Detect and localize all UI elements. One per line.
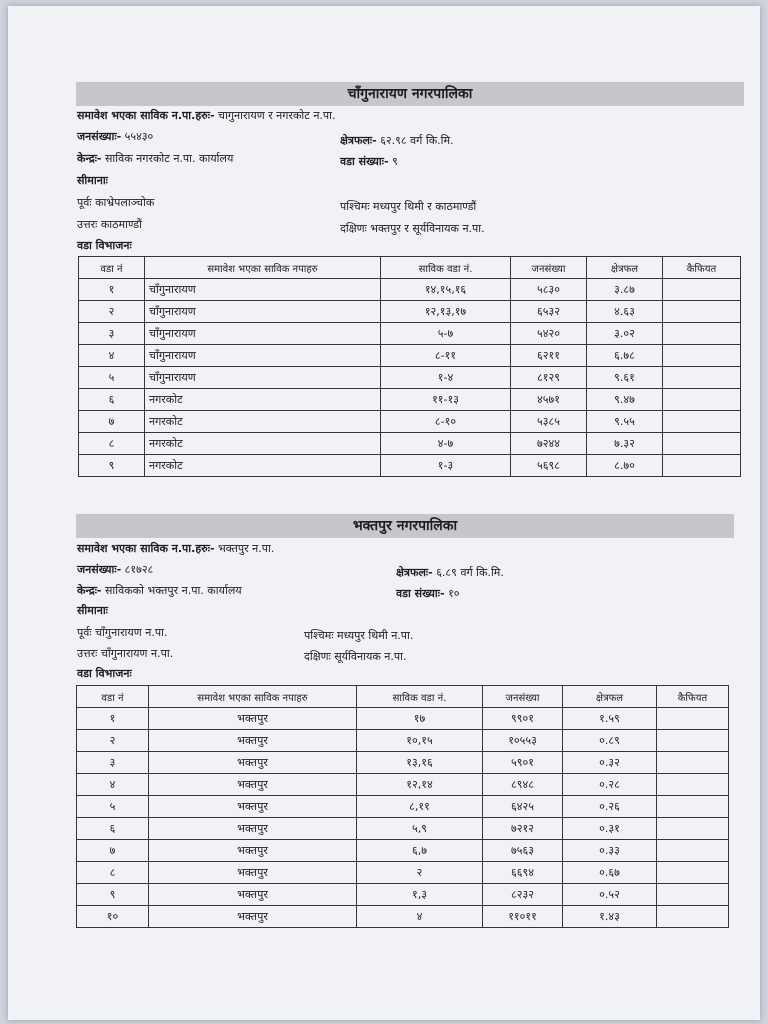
area-line: क्षेत्रफलः- ६.८९ वर्ग कि.मि. [396,566,504,579]
section-title: चाँगुनारायण नगरपालिका [76,82,744,106]
cell-area: ०.२६ [563,796,657,818]
cell-area: ०.३१ [563,818,657,840]
table-row [77,796,729,818]
header-ward-no: वडा नं [79,257,145,279]
cell-municipality: भक्तपुर [149,774,357,796]
header-former-ward-no: साविक वडा नं. [381,257,511,279]
boundary-south: दक्षिणः भक्तपुर र सूर्यविनायक न.पा. [340,222,485,235]
table-row [77,862,729,884]
cell-population: ५९०१ [483,752,563,774]
cell-municipality: नगरकोट [145,411,381,433]
cell-former-ward: ११-१३ [381,389,511,411]
cell-population: ५६९८ [511,455,587,477]
table-row [79,455,741,477]
cell-former-ward: १४,१५,१६ [381,279,511,301]
boundary-label: सीमानाः [77,604,108,617]
center-line: केन्द्रः- साविक नगरकोट न.पा. कार्यालय [77,152,234,165]
cell-ward-no: ३ [77,752,149,774]
cell-ward-no: २ [79,301,145,323]
cell-former-ward: ६,७ [357,840,483,862]
header-included-municipality: समावेश भएका साविक नपाहरु [149,686,357,708]
cell-population: ६२११ [511,345,587,367]
cell-municipality: भक्तपुर [149,884,357,906]
cell-population: ६५३२ [511,301,587,323]
cell-former-ward: ५,९ [357,818,483,840]
cell-area: ०.२८ [563,774,657,796]
table-row [77,708,729,730]
table-row [79,279,741,301]
cell-former-ward: १२,१४ [357,774,483,796]
cell-ward-no: ९ [77,884,149,906]
header-remarks: कैफियत [657,686,729,708]
cell-former-ward: ५-७ [381,323,511,345]
cell-remarks [663,389,741,411]
cell-municipality: भक्तपुर [149,862,357,884]
ward-division-table [76,685,729,928]
ward-count-line: वडा संख्याः- १० [396,587,460,600]
table-row [79,389,741,411]
cell-area: ०.८९ [563,730,657,752]
cell-area: १.५९ [563,708,657,730]
population-line: जनसंख्याः- ८१७२८ [77,563,154,576]
cell-ward-no: ४ [79,345,145,367]
cell-ward-no: ६ [77,818,149,840]
cell-remarks [663,279,741,301]
table-row [77,730,729,752]
cell-area: ०.६७ [563,862,657,884]
cell-former-ward: १०,१५ [357,730,483,752]
cell-population: ८१२९ [511,367,587,389]
cell-ward-no: ७ [77,840,149,862]
cell-area: ३.८७ [587,279,663,301]
cell-area: ९.५५ [587,411,663,433]
area-line: क्षेत्रफलः- ६२.९८ वर्ग कि.मि. [340,134,454,147]
cell-former-ward: ४ [357,906,483,928]
cell-municipality: नगरकोट [145,455,381,477]
cell-remarks [657,752,729,774]
cell-remarks [657,774,729,796]
cell-municipality: नगरकोट [145,433,381,455]
cell-ward-no: ९ [79,455,145,477]
cell-population: ८२३२ [483,884,563,906]
cell-population: ६४२५ [483,796,563,818]
cell-remarks [663,367,741,389]
cell-former-ward: ४-७ [381,433,511,455]
header-population: जनसंख्या [511,257,587,279]
table-row [79,433,741,455]
table-row [77,774,729,796]
table-row [77,818,729,840]
cell-area: ०.३३ [563,840,657,862]
cell-former-ward: ८-१० [381,411,511,433]
cell-municipality: भक्तपुर [149,752,357,774]
cell-remarks [663,345,741,367]
cell-former-ward: २ [357,862,483,884]
boundary-west: पश्चिमः मध्यपुर थिमी न.पा. [304,629,414,642]
cell-municipality: भक्तपुर [149,906,357,928]
cell-area: १.४३ [563,906,657,928]
cell-ward-no: ५ [79,367,145,389]
section-title: भक्तपुर नगरपालिका [76,514,734,538]
cell-municipality: भक्तपुर [149,708,357,730]
cell-former-ward: १-३ [381,455,511,477]
cell-population: ७२१२ [483,818,563,840]
cell-municipality: चाँगुनारायण [145,345,381,367]
cell-ward-no: ४ [77,774,149,796]
cell-population: ५४२० [511,323,587,345]
boundary-north: उत्तरः चाँगुनारायण न.पा. [77,647,174,660]
cell-municipality: भक्तपुर [149,796,357,818]
included-municipalities-line: समावेश भएका साविक न.पा.हरुः- भक्तपुर न.पा. [77,542,275,555]
cell-remarks [657,708,729,730]
table-row [77,840,729,862]
cell-area: ९.६१ [587,367,663,389]
cell-population: १०५५३ [483,730,563,752]
cell-former-ward: १३,१६ [357,752,483,774]
ward-division-table [78,256,741,477]
ward-count-line: वडा संख्याः- ९ [340,155,398,168]
header-former-ward-no: साविक वडा नं. [357,686,483,708]
table-row [79,345,741,367]
cell-area: ३.०२ [587,323,663,345]
cell-municipality: चाँगुनारायण [145,367,381,389]
cell-remarks [657,884,729,906]
cell-remarks [657,796,729,818]
cell-former-ward: १७ [357,708,483,730]
cell-municipality: नगरकोट [145,389,381,411]
boundary-west: पश्चिमः मध्यपुर थिमी र काठमाण्डौं [340,200,477,213]
table-row [79,301,741,323]
cell-area: ८.७० [587,455,663,477]
boundary-south: दक्षिणः सूर्यविनायक न.पा. [304,650,407,663]
header-included-municipality: समावेश भएका साविक नपाहरु [145,257,381,279]
cell-area: ४.६३ [587,301,663,323]
cell-former-ward: १,३ [357,884,483,906]
header-population: जनसंख्या [483,686,563,708]
cell-population: ११०११ [483,906,563,928]
cell-population: ९९०१ [483,708,563,730]
cell-ward-no: १० [77,906,149,928]
cell-population: ५३८५ [511,411,587,433]
cell-population: ७२४४ [511,433,587,455]
population-line: जनसंख्याः- ५५४३० [77,130,154,143]
table-header-row [77,686,729,708]
cell-ward-no: ३ [79,323,145,345]
header-area: क्षेत्रफल [563,686,657,708]
cell-population: ४५७१ [511,389,587,411]
cell-remarks [663,455,741,477]
cell-population: ७५६३ [483,840,563,862]
boundary-north: उत्तरः काठमाण्डौं [77,218,142,231]
cell-remarks [663,301,741,323]
ward-division-label: वडा विभाजनः [77,239,132,252]
table-row [77,884,729,906]
table-row [79,411,741,433]
cell-remarks [657,840,729,862]
cell-ward-no: ८ [79,433,145,455]
cell-ward-no: ५ [77,796,149,818]
boundary-label: सीमानाः [77,174,108,187]
included-municipalities-line: समावेश भएका साविक न.पा.हरुः- चागुनारायण र नगरकोट न.पा. [77,109,336,122]
cell-area: ०.३२ [563,752,657,774]
cell-ward-no: ७ [79,411,145,433]
cell-municipality: चाँगुनारायण [145,301,381,323]
table-header-row [79,257,741,279]
cell-municipality: भक्तपुर [149,840,357,862]
cell-ward-no: २ [77,730,149,752]
cell-municipality: चाँगुनारायण [145,323,381,345]
cell-area: ७.३२ [587,433,663,455]
cell-former-ward: १-४ [381,367,511,389]
cell-ward-no: ६ [79,389,145,411]
cell-ward-no: १ [77,708,149,730]
ward-division-label: वडा विभाजनः [77,667,132,680]
table-row [79,323,741,345]
table-row [79,367,741,389]
cell-municipality: भक्तपुर [149,818,357,840]
cell-remarks [657,862,729,884]
cell-remarks [657,730,729,752]
cell-population: ६६९४ [483,862,563,884]
boundary-east: पूर्वः चाँगुनारायण न.पा. [77,626,168,639]
cell-remarks [663,433,741,455]
cell-former-ward: ८-११ [381,345,511,367]
cell-ward-no: ८ [77,862,149,884]
header-area: क्षेत्रफल [587,257,663,279]
header-ward-no: वडा नं [77,686,149,708]
cell-ward-no: १ [79,279,145,301]
table-row [77,752,729,774]
cell-area: ०.५२ [563,884,657,906]
cell-remarks [657,818,729,840]
header-remarks: कैफियत [663,257,741,279]
cell-population: ८९४८ [483,774,563,796]
cell-remarks [663,411,741,433]
cell-former-ward: १२,१३,१७ [381,301,511,323]
cell-area: ६.७८ [587,345,663,367]
table-row [77,906,729,928]
cell-former-ward: ८,११ [357,796,483,818]
cell-remarks [657,906,729,928]
cell-area: ९.४७ [587,389,663,411]
boundary-east: पूर्वः काभ्रेपलाञ्चोक [77,196,155,209]
cell-municipality: भक्तपुर [149,730,357,752]
cell-municipality: चाँगुनारायण [145,279,381,301]
center-line: केन्द्रः- साविकको भक्तपुर न.पा. कार्यालय [77,584,242,597]
cell-population: ५८३० [511,279,587,301]
cell-remarks [663,323,741,345]
